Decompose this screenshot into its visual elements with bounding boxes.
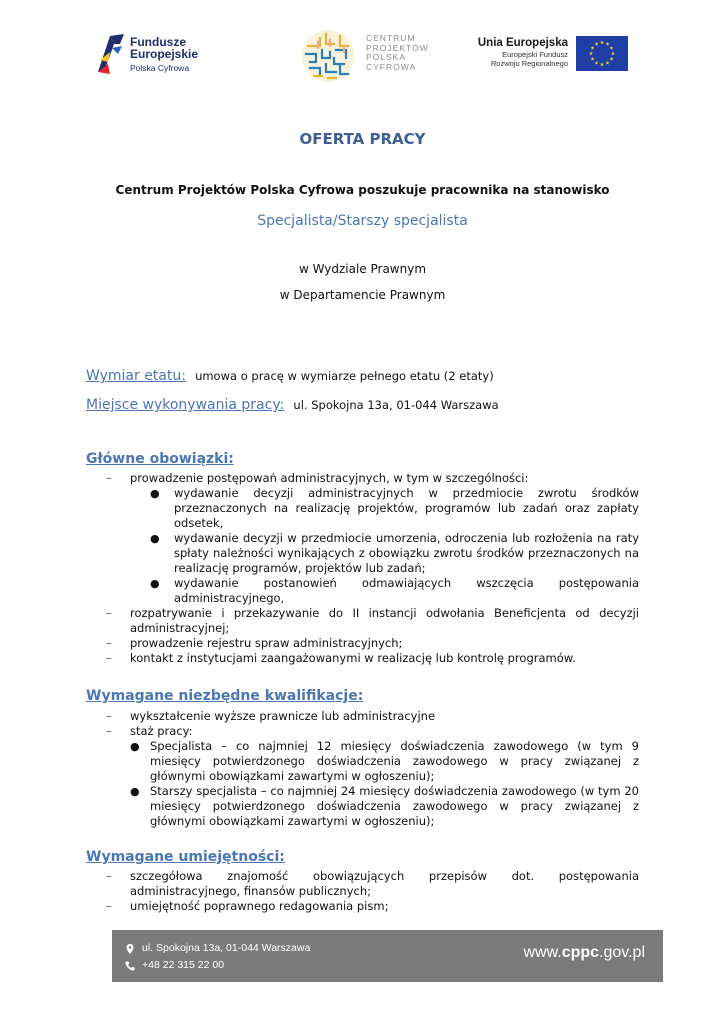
skill-item-2: umiejętność poprawnego redagowania pism; xyxy=(130,899,389,913)
list-item xyxy=(86,636,639,651)
duty-item-4: kontakt z instytucjami zaangażowanymi w realizację lub kontrolę programów. xyxy=(130,651,576,665)
eu-flag-icon xyxy=(576,36,628,71)
web-domain: cppc xyxy=(561,944,600,961)
web-prefix: www. xyxy=(523,944,562,961)
list-item xyxy=(86,899,639,914)
location-row xyxy=(86,394,646,413)
duty-item-2: rozpatrywanie i przekazywanie do II instancji odwołania Beneficjenta od decyzji administracyjnej; xyxy=(130,606,639,635)
duties-list xyxy=(86,471,639,666)
location-label: Miejsce wykonywania pracy: xyxy=(86,397,285,413)
employment-label: Wymiar etatu: xyxy=(86,368,186,384)
qualifications-heading: Wymagane niezbędne kwalifikacje: xyxy=(86,688,364,704)
offer-intro: Centrum Projektów Polska Cyfrowa poszukuje pracownika na stanowisko xyxy=(115,183,610,197)
dash-marker: – xyxy=(106,869,112,883)
location-value: ul. Spokojna 13a, 01-044 Warszawa xyxy=(293,398,499,412)
bullet-marker: ● xyxy=(150,487,160,500)
qualification-sub-2: Starszy specjalista – co najmniej 24 miesięcy doświadczenia zawodowego (w tym 20 miesięcy potwierdzonego doświadczenia zawodowego w pracy związanej z głównymi obowiązkami zawartymi w ogłoszeniu); xyxy=(150,784,639,828)
fe-logo-line3: Polska Cyfrowa xyxy=(130,63,190,73)
cppc-logo-line1: CENTRUM xyxy=(366,33,416,43)
unia-europejska-logo xyxy=(478,36,628,76)
phone-icon xyxy=(124,960,136,972)
fe-logo-line2: Europejskie xyxy=(130,47,199,61)
duty-sub-1: wydawanie decyzji administracyjnych w przedmiocie zwrotu środków przeznaczonych na realizację projektów, programów lub zadań oraz zapłaty odsetek, xyxy=(174,486,639,530)
footer-address: ul. Spokojna 13a, 01-044 Warszawa xyxy=(142,942,311,954)
cppc-maze-emblem-icon xyxy=(300,28,356,84)
employment-row xyxy=(86,365,646,384)
fundusze-europejskie-logo xyxy=(96,30,206,80)
list-item xyxy=(86,869,639,899)
skills-list xyxy=(86,869,639,914)
qualification-item-2: staż pracy: xyxy=(130,724,193,738)
list-item xyxy=(86,724,639,739)
bullet-marker: ● xyxy=(150,532,160,545)
fundusze-europejskie-emblem-icon xyxy=(96,32,126,76)
qualifications-list xyxy=(86,709,639,829)
list-item xyxy=(86,651,639,666)
list-item xyxy=(86,471,639,486)
dash-marker: – xyxy=(106,651,112,665)
qualification-sub-1: Specjalista – co najmniej 12 miesięcy doświadczenia zawodowego (w tym 9 miesięcy potwierdzonego doświadczenia zawodowego w pracy związanej z głównymi obowiązkami zawartymi w ogłoszeniu); xyxy=(150,739,639,783)
cppc-logo-line2: PROJEKTÓW xyxy=(366,42,429,53)
duty-item-1: prowadzenie postępowań administracyjnych, w tym w szczególności: xyxy=(130,471,529,485)
dash-marker: – xyxy=(106,724,112,738)
duty-sub-3: wydawanie postanowień odmawiających wszczęcia postępowania administracyjnego, xyxy=(174,576,639,605)
bullet-marker: ● xyxy=(130,785,140,798)
list-item xyxy=(86,486,639,531)
department-line-2: w Departamencie Prawnym xyxy=(279,288,446,302)
ue-logo-title: Unia Europejska xyxy=(477,37,568,49)
ue-logo-line2: Europejski Fundusz xyxy=(502,50,568,59)
list-item xyxy=(86,531,639,576)
skills-heading: Wymagane umiejętności: xyxy=(86,849,285,865)
qualification-item-1: wykształcenie wyższe prawnicze lub administracyjne xyxy=(130,709,436,723)
footer-bar xyxy=(112,930,663,982)
dash-marker: – xyxy=(106,709,112,723)
cppc-logo-line3: POLSKA xyxy=(366,52,407,62)
list-item xyxy=(86,576,639,606)
department-line-1: w Wydziale Prawnym xyxy=(298,262,427,276)
web-suffix: .gov.pl xyxy=(599,944,645,961)
position-title: Specjalista/Starszy specjalista xyxy=(257,213,468,229)
footer-website[interactable] xyxy=(523,944,645,962)
employment-value: umowa o pracę w wymiarze pełnego etatu (2 etaty) xyxy=(195,369,494,383)
skill-item-1: szczegółowa znajomość obowiązujących przepisów dot. postępowania administracyjnego, finansów publicznych; xyxy=(130,869,639,898)
location-pin-icon xyxy=(124,943,136,955)
dash-marker: – xyxy=(106,636,112,650)
fe-logo-line1: Fundusze xyxy=(130,35,186,49)
bullet-marker: ● xyxy=(130,740,140,753)
duties-heading: Główne obowiązki: xyxy=(86,451,234,467)
ue-logo-line3: Rozwoju Regionalnego xyxy=(490,59,568,68)
cppc-logo-line4: CYFROWA xyxy=(366,61,417,72)
list-item xyxy=(86,606,639,636)
list-item xyxy=(86,739,639,784)
bullet-marker: ● xyxy=(150,577,160,590)
dash-marker: – xyxy=(106,606,112,620)
list-item xyxy=(86,784,639,829)
dash-marker: – xyxy=(106,899,112,913)
page-title: OFERTA PRACY xyxy=(299,130,426,148)
duty-item-3: prowadzenie rejestru spraw administracyjnych; xyxy=(130,636,403,650)
footer-phone: +48 22 315 22 00 xyxy=(142,959,225,971)
dash-marker: – xyxy=(106,471,112,485)
list-item xyxy=(86,709,639,724)
cppc-logo xyxy=(300,28,440,84)
duty-sub-2: wydawanie decyzji w przedmiocie umorzenia, odroczenia lub rozłożenia na raty spłaty należności wynikających z obowiązku zwrotu środków przeznaczonych na realizację programów, projektów lub zadań; xyxy=(174,531,639,575)
